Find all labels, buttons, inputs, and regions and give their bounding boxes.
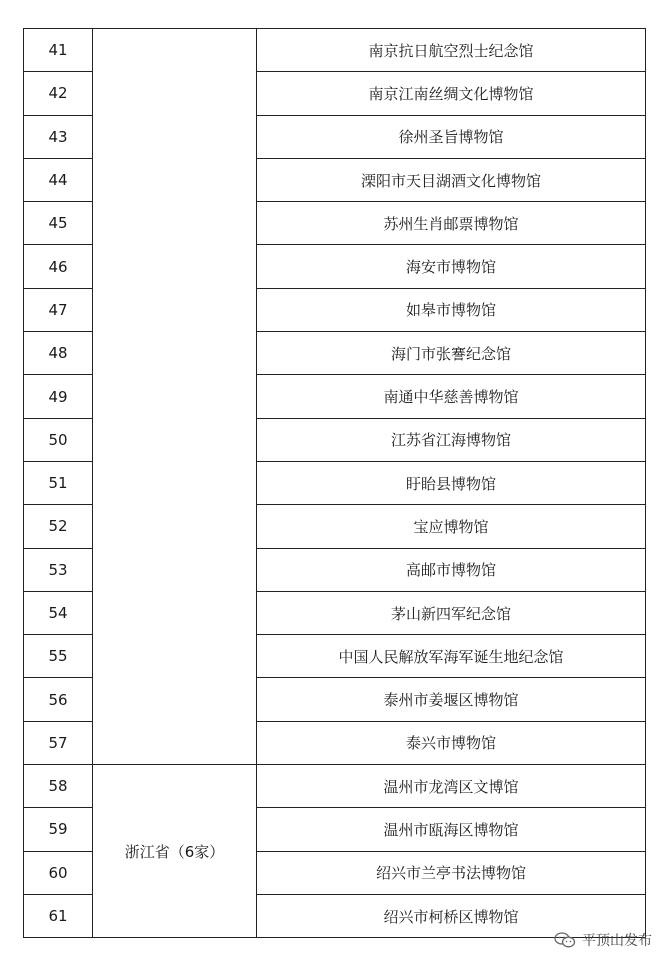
table-row [24, 765, 646, 808]
row-number: 57 [24, 721, 93, 764]
watermark-text: 平顶山发布 [582, 933, 652, 949]
watermark [554, 930, 652, 950]
museum-name: 海门市张謇纪念馆 [257, 332, 646, 375]
row-number: 42 [24, 72, 93, 115]
row-number: 49 [24, 375, 93, 418]
museum-name: 茅山新四军纪念馆 [257, 591, 646, 634]
row-number: 60 [24, 851, 93, 894]
row-number: 46 [24, 245, 93, 288]
museum-name: 南京江南丝绸文化博物馆 [257, 72, 646, 115]
museum-name: 泰州市姜堰区博物馆 [257, 678, 646, 721]
row-number: 52 [24, 505, 93, 548]
museum-list-table [23, 28, 646, 938]
row-number: 47 [24, 288, 93, 331]
row-number: 44 [24, 158, 93, 201]
museum-name: 绍兴市兰亭书法博物馆 [257, 851, 646, 894]
museum-name: 南京抗日航空烈士纪念馆 [257, 29, 646, 72]
museum-name: 江苏省江海博物馆 [257, 418, 646, 461]
museum-name: 溧阳市天目湖酒文化博物馆 [257, 158, 646, 201]
row-number: 55 [24, 635, 93, 678]
museum-name: 如皋市博物馆 [257, 288, 646, 331]
row-number: 43 [24, 115, 93, 158]
row-number: 53 [24, 548, 93, 591]
row-number: 58 [24, 765, 93, 808]
province-cell-jiangsu [93, 29, 257, 765]
museum-name: 海安市博物馆 [257, 245, 646, 288]
row-number: 45 [24, 202, 93, 245]
museum-name: 南通中华慈善博物馆 [257, 375, 646, 418]
table-row [24, 29, 646, 72]
museum-name: 苏州生肖邮票博物馆 [257, 202, 646, 245]
row-number: 41 [24, 29, 93, 72]
museum-name: 中国人民解放军海军诞生地纪念馆 [257, 635, 646, 678]
row-number: 59 [24, 808, 93, 851]
row-number: 48 [24, 332, 93, 375]
row-number: 61 [24, 894, 93, 937]
museum-name: 盱眙县博物馆 [257, 461, 646, 504]
museum-name: 温州市瓯海区博物馆 [257, 808, 646, 851]
museum-name: 泰兴市博物馆 [257, 721, 646, 764]
row-number: 50 [24, 418, 93, 461]
row-number: 56 [24, 678, 93, 721]
province-cell-zhejiang: 浙江省（6家） [93, 765, 257, 938]
museum-name: 宝应博物馆 [257, 505, 646, 548]
museum-name: 高邮市博物馆 [257, 548, 646, 591]
row-number: 54 [24, 591, 93, 634]
wechat-icon [554, 932, 576, 948]
row-number: 51 [24, 461, 93, 504]
museum-name: 绍兴市柯桥区博物馆 [257, 894, 646, 937]
museum-name: 徐州圣旨博物馆 [257, 115, 646, 158]
museum-name: 温州市龙湾区文博馆 [257, 765, 646, 808]
